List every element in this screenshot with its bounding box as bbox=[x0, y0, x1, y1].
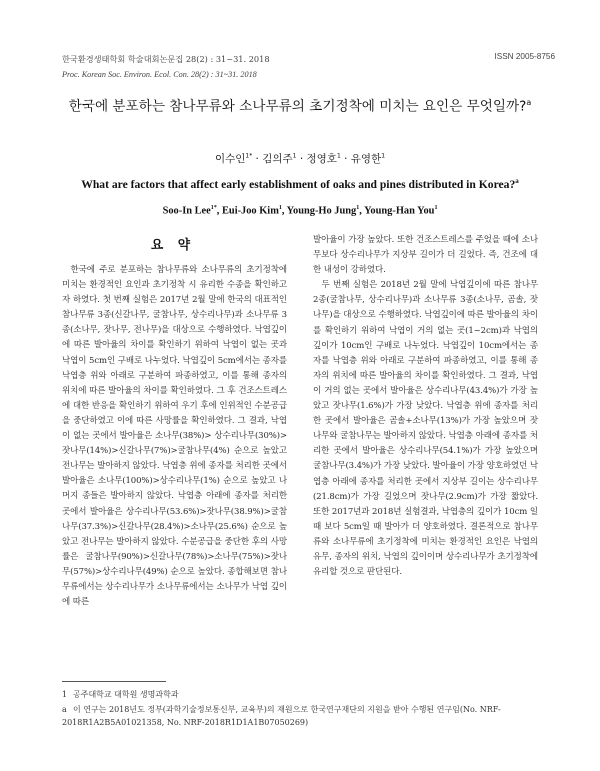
paper-title-english-text: What are factors that affect early establishment of oaks and pines distributed in Korea? bbox=[81, 177, 516, 191]
author-name: 유영한 bbox=[350, 153, 382, 165]
abstract-paragraph-continuation: 발아율이 가장 높았다. 또한 건조스트레스를 주었을 때에 소나무보다 상수리나무가 지상부 길이가 더 길었다. 즉, 건조에 대한 내성이 강하였다. bbox=[313, 235, 538, 276]
footnote-divider bbox=[62, 681, 166, 682]
paper-title-korean-text: 한국에 분포하는 참나무류와 소나무류의 초기정착에 미치는 요인은 무엇일까? bbox=[68, 98, 527, 115]
author-name: Soo-In Lee bbox=[162, 205, 211, 217]
paper-title-korean bbox=[40, 91, 560, 119]
author-name: Young-Han You bbox=[364, 205, 435, 217]
issn: ISSN 2005-8756 bbox=[494, 52, 555, 61]
author-separator: · bbox=[296, 153, 307, 165]
author-name: Eui-Joo Kim bbox=[221, 205, 279, 217]
footnote-mark: a bbox=[62, 705, 67, 714]
author-affiliation-mark: 1* bbox=[210, 205, 217, 211]
author-name: Young-Ho Jung bbox=[286, 205, 357, 217]
footnote-text: 이 연구는 2018년도 정부(과학기술정보통신부, 교육부)의 재원으로 한국연구재단의 지원을 받아 수행된 연구임(No. NRF-2018R1A2B5A01021358, No. NRF-2018R1D1A1B07050269) bbox=[62, 705, 501, 728]
author-affiliation-mark: 1 bbox=[381, 152, 386, 160]
title-footnote-mark: a bbox=[526, 98, 532, 107]
journal-citation-english: Proc. Korean Soc. Environ. Ecol. Con. 28(2) : 31~31. 2018 bbox=[62, 70, 257, 79]
footnote-funding bbox=[62, 703, 550, 730]
author-separator: · bbox=[252, 153, 263, 165]
author-list-english bbox=[0, 205, 600, 216]
author-name: 김의주 bbox=[262, 153, 293, 165]
author-affiliation-mark: 1 bbox=[336, 152, 341, 160]
author-affiliation-mark: 1 bbox=[434, 205, 438, 211]
footnote-mark: 1 bbox=[62, 690, 68, 699]
abstract-left-column bbox=[62, 263, 287, 610]
author-list-korean bbox=[0, 151, 600, 166]
abstract-heading: 요 약 bbox=[150, 238, 196, 253]
abstract-paragraph: 한국에 주로 분포하는 참나무류와 소나무류의 초기정착에 미치는 환경적인 요인과 초기정착 시 유리한 수종을 확인하고자 하였다. 첫 번째 실험은 2017년 2월 말에 한국의 대표적인 참나무류 3종(신갈나무, 굴참나무, 상수리나무)과 소나무류 3종(소나무, 잣나무, 전나무)을 대상으로 수행하였다. 낙엽깊이에 따른 발아율의 차이를 확인하기 위하여 낙엽이 없는 곳과 낙엽이 5cm인 구배로 나누었다. 낙엽깊이 5cm에서는 종자를 낙엽층 위와 아래로 구분하여 파종하였고, 이를 통해 종자의 위치에 따른 발아율의 차이를 확인하였다. 그 후 건조스트레스에 대한 반응을 확인하기 위하여 우기 후에 인위적인 수분공급을 중단하였고 이에 따른 사망률을 확인하였다. 그 결과, 낙엽이 없는 곳에서 발아율은 소나무(38%)> 상수리나무(30%)> 잣나무(14%)>신갈나무(7%)>굴참나무(4%) 순으로 높았고 전나무는 발아하지 않았다. 낙엽층 위에 종자를 처리한 곳에서 발아율은 소나무(100%)>상수리나무(1%) 순으로 높았고 나머지 종들은 발아하지 않았다. 낙엽층 아래에 종자를 처리한 곳에서 발아율은 상수리나무(53.6%)>잣나무(38.9%)>굴참나무(37.3%)>신갈나무(28.4%)>소나무(25.6%) 순으로 높았고 전나무는 발아하지 않았다. 수분공급을 중단한 후의 사망률은 굴참나무(90%)>신갈나무(78%)>소나무(75%)>잣나무(57%)>상수리나무(49%) 순으로 높았다. 종합해보면 참나무류에서는 상수리나무가 소나무류에서는 소나무가 낙엽 깊이에 따른 bbox=[62, 265, 287, 608]
author-name: 이수인 bbox=[214, 153, 246, 165]
journal-citation-korean: 한국환경생태학회 학술대회논문집 28(2) : 31~31. 2018 bbox=[62, 54, 270, 64]
author-affiliation-mark: 1 bbox=[278, 205, 282, 211]
abstract-paragraph: 두 번째 실험은 2018년 2월 말에 낙엽깊이에 따른 참나무 2종(굴참나무, 상수리나무)과 소나무류 3종(소나무, 곰솔, 잣나무)을 대상으로 수행하였다. 낙엽깊이에 따른 발아율의 차이를 확인하기 위하여 낙엽이 거의 없는 곳(1~2cm)과 낙엽의 깊이가 10cm인 구배로 나누었다. 낙엽깊이 10cm에서는 종자를 낙엽층 위와 아래로 구분하여 파종하였고, 이를 통해 종자의 위치에 따른 발아율의 차이를 확인하였다. 그 결과, 낙엽이 거의 없는 곳에서 발아율은 상수리나무(43.4%)가 가장 높았고 잣나무(1.6%)가 가장 낮았다. 낙엽층 위에 종자를 처리한 곳에서 발아율은 곰솔+소나무(13%)가 가장 높았으며 잣나무와 굴참나무는 발아하지 않았다. 낙엽층 아래에 종자를 처리한 곳에서 발아율은 상수리나무(54.1%)가 가장 높았으며 굴참나무(3.4%)가 가장 낮았다. 발아율이 가장 양호하였던 낙엽층 아래에 종자를 처리한 곳에서 지상부 길이는 상수리나무(21.8cm)가 가장 길었으며 잣나무(2.9cm)가 가장 짧았다. 또한 2017년과 2018년 실험결과, 낙엽층의 깊이가 10cm 일때 보다 5cm일 때 발아가 더 양호하였다. 결론적으로 참나무류와 소나무류에 초기정착에 미치는 환경적인 요인은 낙엽의 유무, 종자의 위치, 낙엽의 깊이이며 상수리나무가 초기정착에 유리할 것으로 판단된다. bbox=[313, 280, 538, 578]
paper-title-english bbox=[30, 177, 570, 191]
footnote-affiliation bbox=[62, 688, 550, 701]
author-separator: , bbox=[359, 205, 365, 217]
author-affiliation-mark: 1 bbox=[356, 205, 360, 211]
title-footnote-mark: a bbox=[515, 177, 519, 185]
footnote-text: 공주대학교 대학원 생명과학과 bbox=[73, 690, 179, 699]
author-name: 정영호 bbox=[306, 153, 337, 165]
author-affiliation-mark: 1 bbox=[292, 152, 297, 160]
author-separator: · bbox=[340, 153, 351, 165]
author-separator: , bbox=[216, 205, 222, 217]
journal-header bbox=[62, 52, 270, 82]
abstract-right-column bbox=[313, 233, 538, 580]
author-separator: , bbox=[281, 205, 287, 217]
author-affiliation-mark: 1* bbox=[245, 152, 253, 160]
